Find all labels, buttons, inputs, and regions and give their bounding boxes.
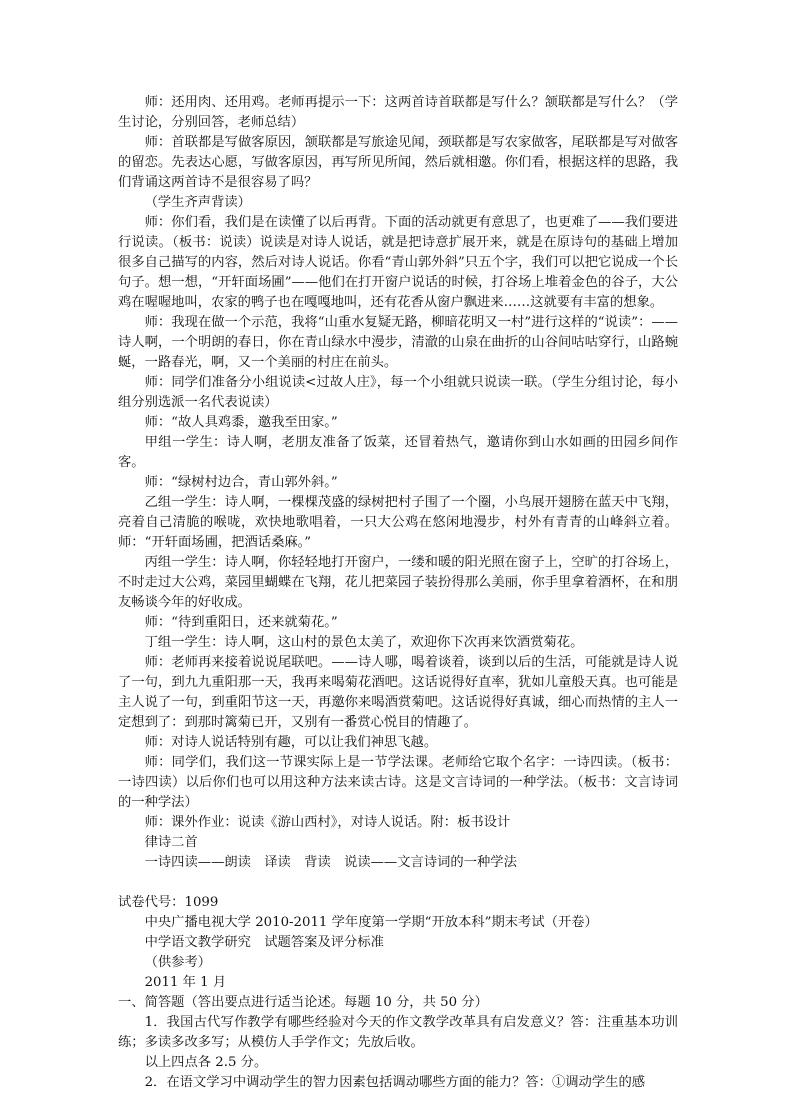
lesson-paragraph: 师：你们看，我们是在读懂了以后再背。下面的活动就更有意思了，也更难了——我们要进行说读。（板书：说读）说读是对诗人说话，就是把诗意扩展开来，就是在原诗句的基础上增加很多自己描写的内容，然后对诗人说话。你看“青山郭外斜”只五个字，我们可以把它说成一个长句子。想一想，“开轩面场圃”——他们在打开窗户说话的时候，打谷场上堆着金色的谷子，大公鸡在喔喔地叫，农家的鸭子也在嘎嘎地叫，还有花香从窗户飘进来……这就要有丰富的想象。 bbox=[118, 215, 678, 310]
exam-score-note: 以上四点各 2.5 分。 bbox=[144, 1055, 268, 1070]
lesson-paragraph: 师：我现在做一个示范，我将“山重水复疑无路，柳暗花明又一村”进行这样的“说读”：——诗人啊，一个明朗的春日，你在青山绿水中漫步，清澈的山泉在曲折的山谷间咕咕穿行，山路蜿蜒，一路春光，啊，又一个美丽的村庄在前头。 bbox=[118, 315, 678, 370]
lesson-paragraph: 甲组一学生：诗人啊，老朋友准备了饭菜，还冒着热气，邀请你到山水如画的田园乡间作客。 bbox=[118, 435, 678, 470]
lesson-paragraph: 丁组一学生：诗人啊，这山村的景色太美了，欢迎你下次再来饮酒赏菊花。 bbox=[144, 635, 584, 650]
exam-course-title: 中学语文教学研究 试题答案及评分标准 bbox=[144, 935, 384, 950]
exam-reference-note: （供参考） bbox=[144, 955, 212, 970]
lesson-paragraph: 师：同学们，我们这一节课实际上是一节学法课。老师给它取个名字：一诗四读。（板书：一诗四读）以后你们也可以用这种方法来读古诗。这是文言诗词的一种学法。（板书：文言诗词的一种学法） bbox=[118, 755, 678, 810]
board-design-title: 律诗二首 bbox=[144, 835, 198, 850]
exam-code: 试卷代号：1099 bbox=[118, 895, 219, 910]
lesson-paragraph: 师：老师再来接着说说尾联吧。——诗人哪，喝着谈着，谈到以后的生活，可能就是诗人说了一句，到九九重阳那一天，我再来喝菊花酒吧。这话说得好直率，犹如儿童般天真。也可能是主人说了一句，到重阳节这一天，再邀你来喝酒赏菊吧。这话说得好真诚，细心而热情的主人一定想到了：到那时篱菊已开，又别有一番赏心悦目的情趣了。 bbox=[118, 655, 678, 730]
board-design-content: 一诗四读——朗读 译读 背读 说读——文言诗词的一种学法 bbox=[144, 855, 517, 870]
lesson-paragraph: 乙组一学生：诗人啊，一棵棵茂盛的绿树把村子围了一个圈，小鸟展开翅膀在蓝天中飞翔，亮着自己清脆的喉咙，欢快地歌唱着，一只大公鸡在悠闲地漫步，村外有青青的山峰斜立着。师：“开轩面场圃，把酒话桑麻。” bbox=[118, 495, 678, 550]
exam-university-title: 中央广播电视大学 2010-2011 学年度第一学期“开放本科”期末考试（开卷） bbox=[144, 915, 598, 930]
lesson-paragraph: 师：还用肉、还用鸡。老师再提示一下：这两首诗首联都是写什么？颔联都是写什么？（学生讨论，分别回答，老师总结） bbox=[118, 95, 678, 130]
exam-date: 2011 年 1 月 bbox=[144, 975, 227, 990]
lesson-paragraph: 丙组一学生：诗人啊，你轻轻地打开窗户，一缕和暖的阳光照在窗子上，空旷的打谷场上，不时走过大公鸡，菜园里蝴蝶在飞翔，花儿把菜园子装扮得那么美丽，你手里拿着酒杯，在和朋友畅谈今年的好收成。 bbox=[118, 555, 678, 610]
lesson-paragraph: 师：对诗人说话特别有趣，可以让我们神思飞越。 bbox=[144, 735, 438, 750]
lesson-paragraph: 师：同学们准备分小组说读<过故人庄》，每一个小组就只说读一联。（学生分组讨论，每小组分别选派一名代表说读） bbox=[118, 375, 678, 410]
lesson-paragraph: 师：“故人具鸡黍，邀我至田家。” bbox=[144, 415, 338, 430]
exam-question: 1．我国古代写作教学有哪些经验对今天的作文教学改革具有启发意义？答：注重基本功训练；多读多改多写；从模仿人手学作文；先放后收。 bbox=[118, 1015, 678, 1050]
lesson-paragraph: （学生齐声背读） bbox=[144, 195, 251, 210]
lesson-paragraph: 师：课外作业：说读《游山西村》，对诗人说话。附：板书设计 bbox=[144, 815, 511, 830]
document-page bbox=[118, 93, 678, 1093]
lesson-paragraph: 师：“绿树村边合，青山郭外斜。” bbox=[144, 475, 338, 490]
section-gap bbox=[118, 873, 678, 893]
lesson-paragraph: 师：首联都是写做客原因，颔联都是写旅途见闻，颈联都是写农家做客，尾联都是写对做客的留恋。先表达心愿，写做客原因，再写所见所闻，然后就相邀。你们看，根据这样的思路，我们背诵这两首诗不是很容易了吗？ bbox=[118, 135, 678, 190]
exam-section-heading: 一、简答题（答出要点进行适当论述。每题 10 分，共 50 分） bbox=[118, 995, 488, 1010]
lesson-paragraph: 师：“待到重阳日，还来就菊花。” bbox=[144, 615, 338, 630]
exam-question: 2．在语文学习中调动学生的智力因素包括调动哪些方面的能力？答：①调动学生的感 bbox=[144, 1075, 646, 1090]
